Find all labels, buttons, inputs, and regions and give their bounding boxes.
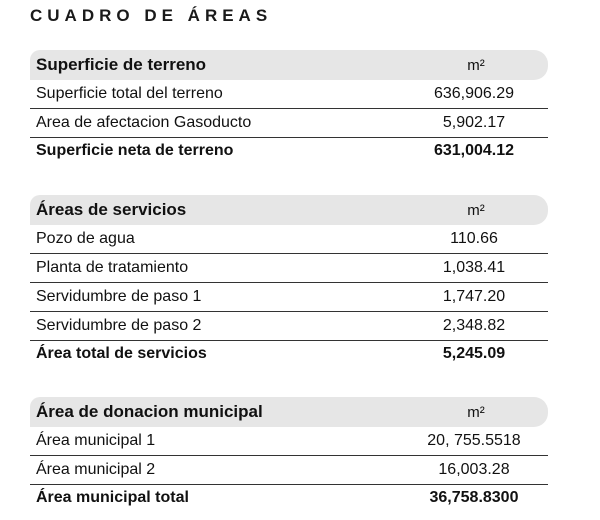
- row-label: Pozo de agua: [36, 230, 135, 247]
- total-label: Área municipal total: [36, 489, 189, 506]
- row-label: Servidumbre de paso 1: [36, 288, 202, 305]
- total-label: Superficie neta de terreno: [36, 142, 234, 159]
- total-row: [30, 341, 548, 367]
- row-value: 636,906.29: [433, 85, 515, 102]
- table-header: [30, 397, 548, 427]
- row-label: Área municipal 1: [36, 432, 156, 449]
- unit-label: m²: [467, 201, 485, 219]
- table-row: [30, 427, 548, 456]
- page-title: CUADRO DE ÁREAS: [30, 6, 273, 25]
- row-value: 2,348.82: [442, 317, 506, 334]
- table-row: [30, 254, 548, 283]
- table-row: [30, 109, 548, 138]
- row-label: Superficie total del terreno: [36, 85, 223, 102]
- unit-label: m²: [467, 403, 485, 421]
- row-value: 110.66: [450, 230, 498, 247]
- total-value: 631,004.12: [433, 142, 515, 159]
- total-row: [30, 138, 548, 164]
- table-row: [30, 283, 548, 312]
- table-row: [30, 80, 548, 109]
- row-label: Planta de tratamiento: [36, 259, 189, 276]
- row-value: 16,003.28: [438, 461, 510, 478]
- table-header: [30, 195, 548, 225]
- table-header: [30, 50, 548, 80]
- unit-label: m²: [467, 56, 485, 74]
- total-row: [30, 485, 548, 511]
- table-areas-de-servicios: [30, 195, 548, 367]
- total-label: Área total de servicios: [36, 345, 207, 362]
- total-value: 36,758.8300: [429, 489, 519, 506]
- row-value: 1,747.20: [442, 288, 506, 305]
- row-label: Servidumbre de paso 2: [36, 317, 202, 334]
- row-value: 5,902.17: [442, 114, 506, 131]
- table-row: [30, 312, 548, 341]
- row-label: Area de afectacion Gasoducto: [36, 114, 252, 131]
- table-row: [30, 225, 548, 254]
- table-superficie-de-terreno: [30, 50, 548, 164]
- total-value: 5,245.09: [442, 345, 506, 362]
- section-header-label: Área de donacion municipal: [36, 402, 263, 421]
- row-value: 1,038.41: [442, 259, 506, 276]
- row-label: Área municipal 2: [36, 461, 156, 478]
- table-area-de-donacion-municipal: [30, 397, 548, 511]
- section-header-label: Superficie de terreno: [36, 55, 207, 74]
- section-header-label: Áreas de servicios: [36, 200, 187, 219]
- table-row: [30, 456, 548, 485]
- row-value: 20, 755.5518: [427, 432, 521, 449]
